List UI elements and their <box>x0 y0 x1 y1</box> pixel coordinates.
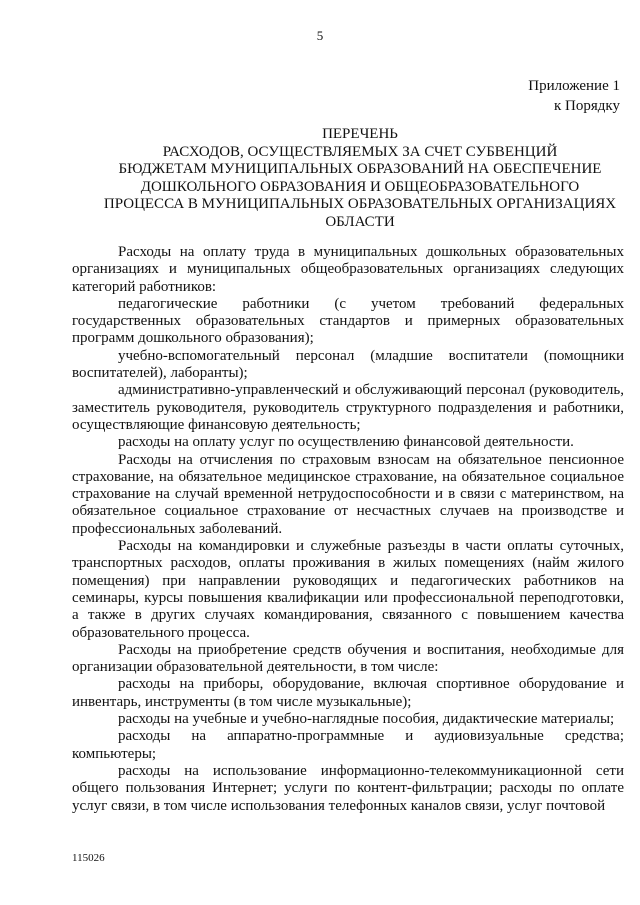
paragraph: расходы на использование информационно-телекоммуникационной сети общего пользования Интернет; услуги по контент-фильтрации; расходы по оплате услуг связи, в том числе использования телефонных каналов связи, услуг почтовой <box>72 762 624 814</box>
paragraph: расходы на аппаратно-программные и аудиовизуальные средства; компьютеры; <box>72 728 624 762</box>
title-line: ПЕРЕЧЕНЬ <box>322 126 398 142</box>
title-line: БЮДЖЕТАМ МУНИЦИПАЛЬНЫХ ОБРАЗОВАНИЙ НА ОБЕСПЕЧЕНИЕ <box>118 161 602 177</box>
paragraph: расходы на оплату услуг по осуществлению финансовой деятельности. <box>118 434 574 451</box>
title-line: ОБЛАСТИ <box>325 213 395 230</box>
paragraph: учебно-вспомогательный персонал (младшие воспитатели (помощники воспитателей), лаборанты); <box>72 347 624 382</box>
title-line: ПРОЦЕССА В МУНИЦИПАЛЬНЫХ ОБРАЗОВАТЕЛЬНЫХ ОРГАНИЗАЦИЯХ <box>103 196 617 212</box>
appendix-reference <box>528 76 620 116</box>
title-line: ДОШКОЛЬНОГО ОБРАЗОВАНИЯ И ОБЩЕОБРАЗОВАТЕЛЬНОГО <box>140 178 580 195</box>
paragraph: Расходы на приобретение средств обучения и воспитания, необходимые для организации образовательной деятельности, в том числе: <box>72 641 624 676</box>
paragraph: Расходы на оплату труда в муниципальных дошкольных образовательных организациях и муниципальных общеобразовательных организациях следующих категорий работников: <box>72 244 624 295</box>
paragraph: Расходы на командировки и служебные разъезды в части оплаты суточных, транспортных расходов, оплаты проживания в жилых помещениях (найм жилого помещения) при направлении руководящих и педагогических работников на семинары, курсы повышения квалификации или профессиональной переподготовки, а также в других случаях командирования, связанного с повышением качества образовательного процесса. <box>72 538 624 641</box>
paragraph: педагогические работники (с учетом требований федеральных государственных образовательных стандартов и примерных образовательных программ дошкольного образования); <box>72 295 624 347</box>
document-body <box>72 244 624 815</box>
appendix-line-1: Приложение 1 <box>528 78 620 94</box>
paragraph: расходы на приборы, оборудование, включая спортивное оборудование и инвентарь, инструменты (в том числе музыкальные); <box>72 676 624 710</box>
document-title <box>80 126 640 231</box>
paragraph: административно-управленческий и обслуживающий персонал (руководитель, заместитель руководителя, руководитель структурного подразделения и работники, осуществляющие финансовую деятельность; <box>72 382 624 433</box>
title-line: РАСХОДОВ, ОСУЩЕСТВЛЯЕМЫХ ЗА СЧЕТ СУБВЕНЦИЙ <box>162 143 558 160</box>
paragraph: расходы на учебные и учебно-наглядные пособия, дидактические материалы; <box>118 711 615 728</box>
appendix-line-2: к Порядку <box>554 98 620 114</box>
page-number: 5 <box>316 28 324 43</box>
footer-code: 115026 <box>72 852 105 864</box>
paragraph: Расходы на отчисления по страховым взносам на обязательное пенсионное страхование, на обязательное медицинское страхование, на обязательное социальное страхование на случай временной нетрудоспособности и в связи с материнством, на обязательное социальное страхование от несчастных случаев на производстве и профессиональных заболеваний. <box>72 451 624 537</box>
